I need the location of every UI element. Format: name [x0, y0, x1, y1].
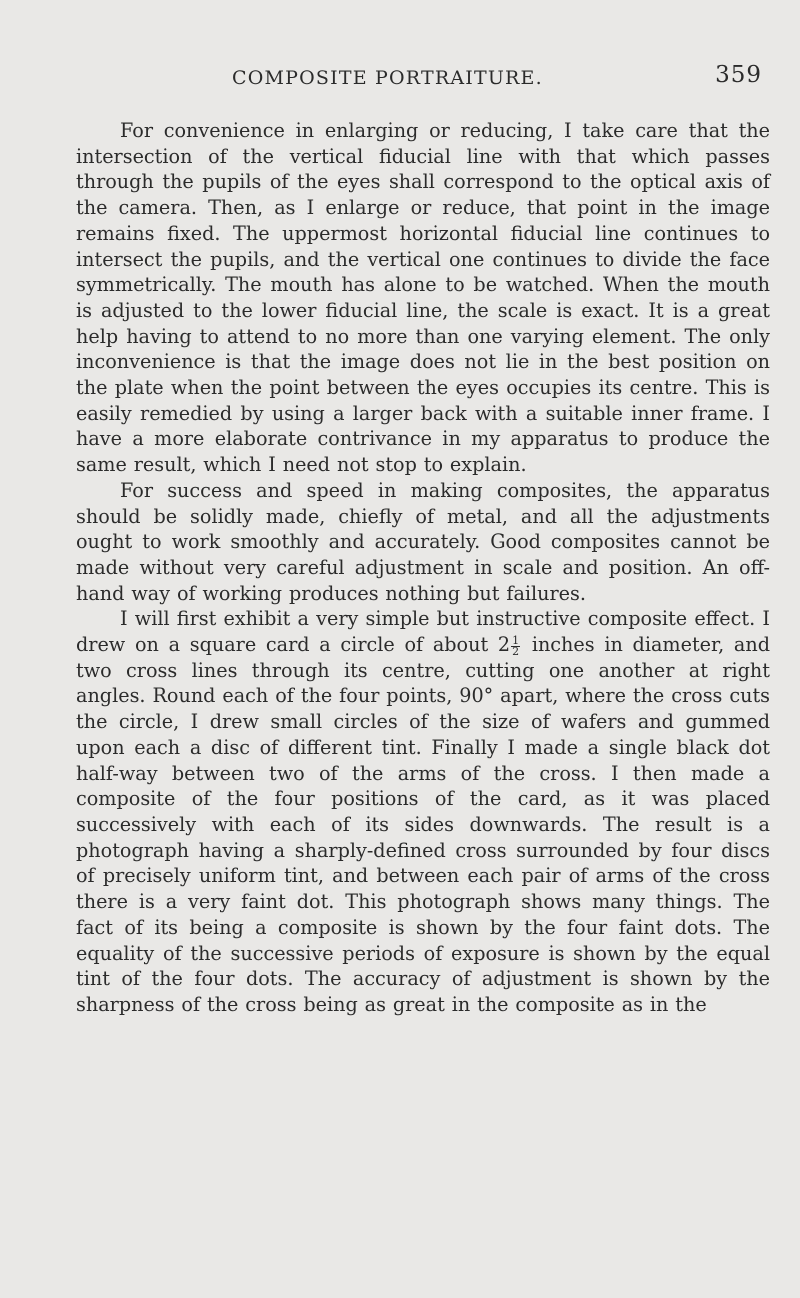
running-title: COMPOSITE PORTRAITURE.: [232, 67, 543, 89]
fraction-numerator: 1: [512, 633, 520, 647]
fraction-one-half: [511, 633, 520, 658]
paragraph-2: For success and speed in making composites, the apparatus should be solidly made, chiefly of metal, and all the adjustments ought to work smoothly and accurately. Good composites cannot be made without very careful adjustment in scale and position. An off-hand way of working produces nothing but failures.: [76, 478, 770, 605]
paragraph-3-text-after-fraction: inches in diameter, and two cross lines through its centre, cutting one another at right angles. Round each of the four points, 90° apart, where the cross cuts the circle, I drew small circles of the size of wafers and gummed upon each a disc of different tint. Finally I made a single black dot half-way between two of the arms of the cross. I then made a composite of the four positions of the card, as it was placed successively with each of its sides downwards. The result is a photograph having a sharply-defined cross surrounded by four discs of precisely uniform tint, and between each pair of arms of the cross there is a very faint dot. This photograph shows many things. The fact of its being a composite is shown by the four faint dots. The equality of the successive periods of exposure is shown by the equal tint of the four dots. The accuracy of adjustment is shown by the sharpness of the cross being as great in the composite as in the: [76, 633, 770, 1016]
body-text: [76, 118, 770, 1018]
fraction-denominator: 2: [512, 644, 520, 658]
paragraph-3-text-before-fraction: I will first exhibit a very simple but instructive composite effect. I drew on a square card a circle of about 2: [76, 607, 770, 657]
running-head: [112, 58, 762, 94]
page-number: 359: [715, 62, 762, 88]
paragraph-3: [76, 606, 770, 1017]
paragraph-1: For convenience in enlarging or reducing, I take care that the intersection of the vertical fiducial line with that which passes through the pupils of the eyes shall correspond to the optical axis of the camera. Then, as I enlarge or reduce, that point in the image remains fixed. The uppermost horizontal fiducial line continues to intersect the pupils, and the vertical one continues to divide the face symmetrically. The mouth has alone to be watched. When the mouth is adjusted to the lower fiducial line, the scale is exact. It is a great help having to attend to no more than one varying element. The only inconvenience is that the image does not lie in the best position on the plate when the point between the eyes occupies its centre. This is easily remedied by using a larger back with a suitable inner frame. I have a more elaborate contrivance in my apparatus to produce the same result, which I need not stop to explain.: [76, 119, 770, 477]
